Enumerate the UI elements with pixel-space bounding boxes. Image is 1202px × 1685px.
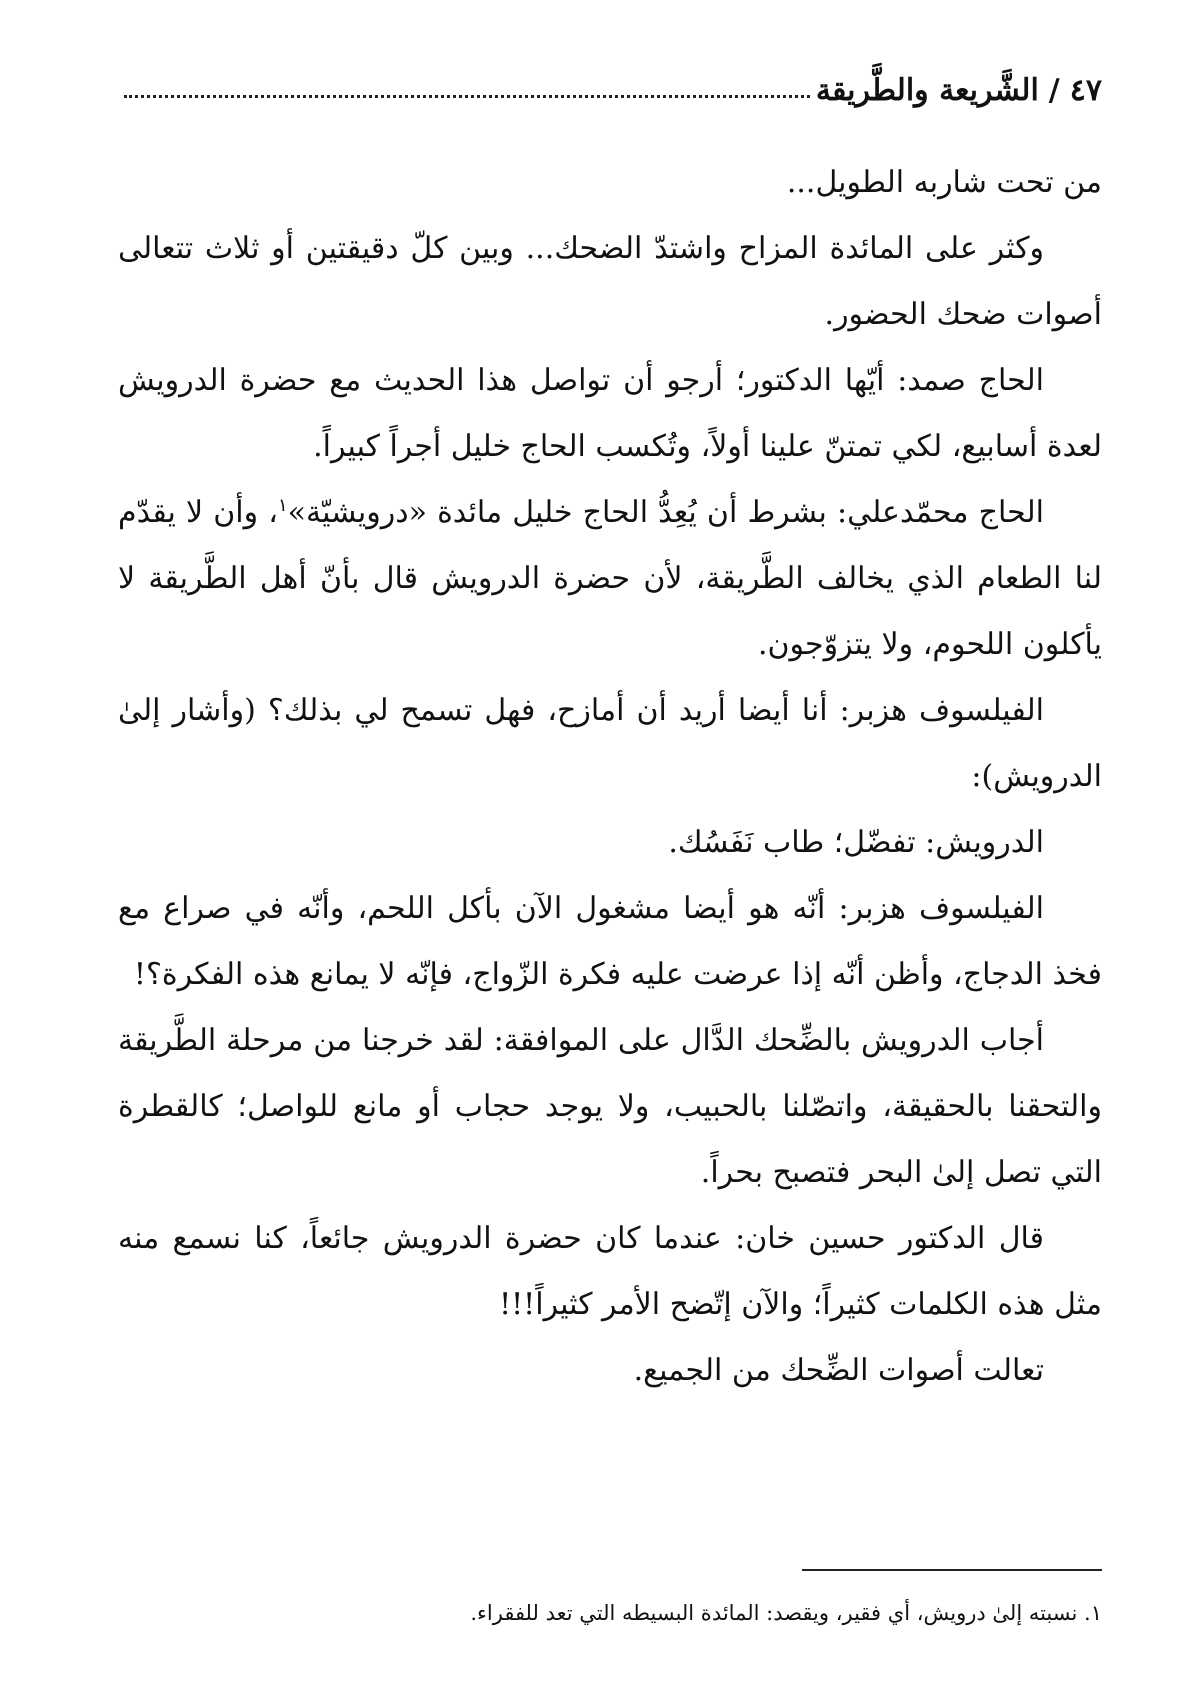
running-header — [118, 52, 1102, 108]
header-separator: / — [1048, 73, 1060, 108]
paragraph: وكثر على المائدة المزاح واشتدّ الضحك... وبين كلّ دقيقتين أو ثلاث تتعالى أصوات ضحك الحضور. — [118, 231, 1102, 332]
paragraph: الفيلسوف هزبر: أنا أيضا أريد أن أمازح، فهل تسمح لي بذلك؟ (وأشار إلىٰ الدرويش): — [118, 693, 1102, 794]
paragraph: الفيلسوف هزبر: أنّه هو أيضا مشغول الآن بأكل اللحم، وأنّه في صراع مع فخذ الدجاج، وأظن أنّه إذا عرضت عليه فكرة الزّواج، فإنّه لا يمانع هذه الفكرة؟! — [118, 891, 1102, 992]
dot-leader — [124, 94, 810, 98]
footnote-divider — [802, 1569, 1102, 1571]
running-title: الشَّريعة والطَّريقة — [815, 73, 1039, 108]
footnote-number: ١. — [1084, 1601, 1102, 1625]
body-text — [118, 150, 1102, 1404]
paragraph: تعالت أصوات الضِّحك من الجميع. — [633, 1353, 1044, 1388]
paragraph-continuation: من تحت شاربه الطويل... — [786, 165, 1102, 200]
paragraph — [118, 480, 1102, 678]
page-number: ٤٧ — [1069, 73, 1102, 108]
paragraph-text: الحاج محمّدعلي: بشرط أن يُعِدُّ الحاج خليل مائدة «درويشيّة» — [287, 495, 1044, 530]
footnote-text: نسبته إلىٰ درويش، أي فقير، ويقصد: المائدة البسيطه التي تعد للفقراء. — [470, 1601, 1078, 1625]
footnote-reference: ١ — [277, 495, 288, 516]
paragraph: الدرويش: تفضّل؛ طاب نَفَسُك. — [668, 825, 1044, 860]
paragraph: أجاب الدرويش بالضِّحك الدَّال على الموافقة: لقد خرجنا من مرحلة الطَّريقة والتحقنا بالحقيقة، واتصّلنا بالحبيب، ولا يوجد حجاب أو مانع للواصل؛ كالقطرة التي تصل إلىٰ البحر فتصبح بحراً. — [118, 1023, 1102, 1190]
paragraph: الحاج صمد: أيّها الدكتور؛ أرجو أن تواصل هذا الحديث مع حضرة الدرويش لعدة أسابيع، لكي تمتنّ علينا أولاً، وتُكسب الحاج خليل أجراً كبيراً. — [118, 363, 1102, 464]
paragraph-text: ، وأن لا يقدّم لنا الطعام الذي يخالف الطَّريقة، لأن حضرة الدرويش قال بأنّ أهل الطَّريقة لا يأكلون اللحوم، ولا يتزوّجون. — [118, 495, 1102, 662]
footnote — [118, 1597, 1102, 1629]
paragraph: قال الدكتور حسين خان: عندما كان حضرة الدرويش جائعاً، كنا نسمع منه مثل هذه الكلمات كثيراً؛ والآن إتّضح الأمر كثيراً!!! — [118, 1221, 1102, 1322]
